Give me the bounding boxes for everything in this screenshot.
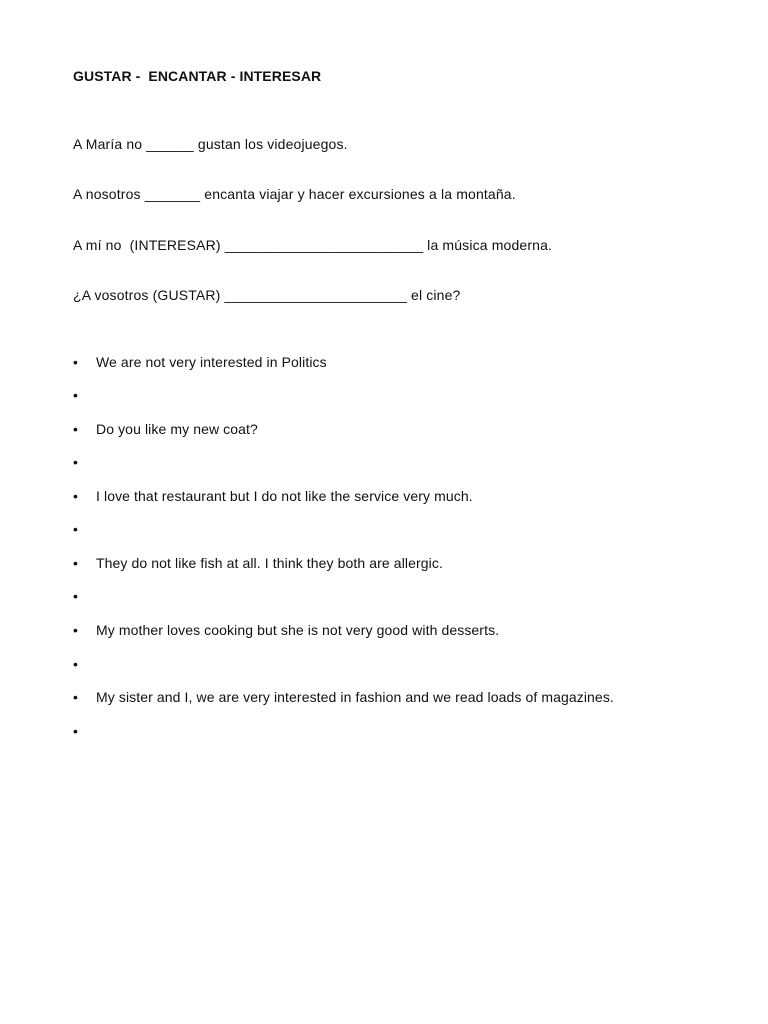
bullet-icon: • — [73, 723, 79, 739]
list-item-text: My sister and I, we are very interested in fashion and we read loads of magazines. — [96, 689, 614, 705]
list-item-text: We are not very interested in Politics — [96, 354, 327, 370]
list-item-text: Do you like my new coat? — [96, 421, 258, 437]
exercise-sentence-1: A María no ______ gustan los videojuegos. — [73, 136, 348, 152]
list-item — [73, 656, 89, 676]
list-item — [73, 354, 327, 374]
exercise-sentence-3: A mí no (INTERESAR) _________________________ la música moderna. — [73, 237, 553, 253]
bullet-icon: • — [73, 555, 79, 571]
list-item — [73, 387, 89, 407]
bullet-icon: • — [73, 387, 79, 403]
list-item — [73, 488, 473, 508]
list-item — [73, 421, 258, 441]
bullet-icon: • — [73, 689, 79, 705]
exercise-sentence-2: A nosotros _______ encanta viajar y hacer excursiones a la montaña. — [73, 186, 516, 202]
list-item-text: I love that restaurant but I do not like the service very much. — [96, 488, 473, 504]
bullet-icon: • — [73, 588, 79, 604]
list-item — [73, 555, 443, 575]
list-item-text: They do not like fish at all. I think they both are allergic. — [96, 555, 443, 571]
list-item — [73, 454, 89, 474]
list-item — [73, 521, 89, 541]
bullet-icon: • — [73, 454, 79, 470]
list-item — [73, 622, 500, 642]
list-item — [73, 723, 89, 743]
list-item-text: My mother loves cooking but she is not very good with desserts. — [96, 622, 500, 638]
list-item — [73, 689, 614, 709]
list-item — [73, 588, 89, 608]
bullet-icon: • — [73, 354, 79, 370]
bullet-icon: • — [73, 488, 79, 504]
exercise-sentence-4: ¿A vosotros (GUSTAR) _______________________ el cine? — [73, 287, 461, 303]
bullet-icon: • — [73, 421, 79, 437]
bullet-icon: • — [73, 521, 79, 537]
worksheet-title: GUSTAR - ENCANTAR - INTERESAR — [73, 68, 322, 84]
bullet-icon: • — [73, 622, 79, 638]
bullet-icon: • — [73, 656, 79, 672]
